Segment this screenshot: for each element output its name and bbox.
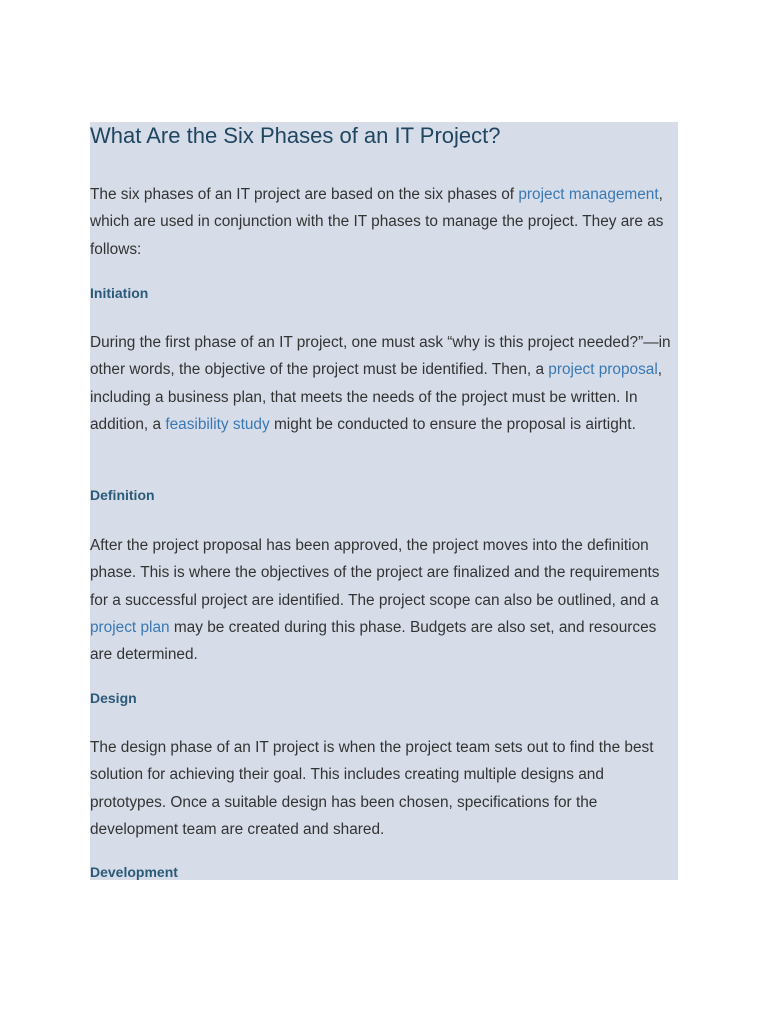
initiation-text-3: might be conducted to ensure the proposal is airtight.: [269, 415, 636, 433]
article-panel: [90, 122, 678, 880]
intro-text-1: The six phases of an IT project are based on the six phases of: [90, 186, 519, 203]
project-management-link[interactable]: project management: [518, 186, 659, 203]
project-proposal-link[interactable]: project proposal: [548, 361, 658, 379]
initiation-paragraph: [90, 329, 678, 438]
definition-paragraph: [90, 532, 678, 668]
article-title: What Are the Six Phases of an IT Project?: [90, 123, 501, 148]
feasibility-study-link[interactable]: feasibility study: [165, 415, 270, 433]
design-text-1: The design phase of an IT project is when the project team sets out to find the best solution for achieving their goal. This includes creating multiple designs and prototypes. Once a suitable design has been chosen, specifications for the development team are created and shared.: [90, 739, 654, 838]
development-heading: Development: [90, 864, 178, 880]
intro-text-2: , which are used in conjunction with the IT phases to manage the project. They are as follows:: [90, 186, 664, 258]
definition-text-2: may be created during this phase. Budgets are also set, and resources are determined.: [90, 618, 657, 664]
design-heading: Design: [90, 690, 137, 706]
definition-text-1: After the project proposal has been approved, the project moves into the definition phase. This is where the objectives of the project are finalized and the requirements for a successful project are identified. The project scope can also be outlined, and a: [90, 537, 660, 609]
design-paragraph: [90, 734, 678, 843]
initiation-text-2: , including a business plan, that meets the needs of the project must be written. In addition, a: [90, 361, 663, 433]
initiation-text-1: During the first phase of an IT project, one must ask “why is this project needed?”—in other words, the objective of the project must be identified. Then, a: [90, 334, 671, 379]
initiation-heading: Initiation: [90, 285, 149, 301]
project-plan-link[interactable]: project plan: [90, 618, 170, 636]
intro-paragraph: [90, 181, 678, 263]
definition-heading: Definition: [90, 487, 155, 503]
